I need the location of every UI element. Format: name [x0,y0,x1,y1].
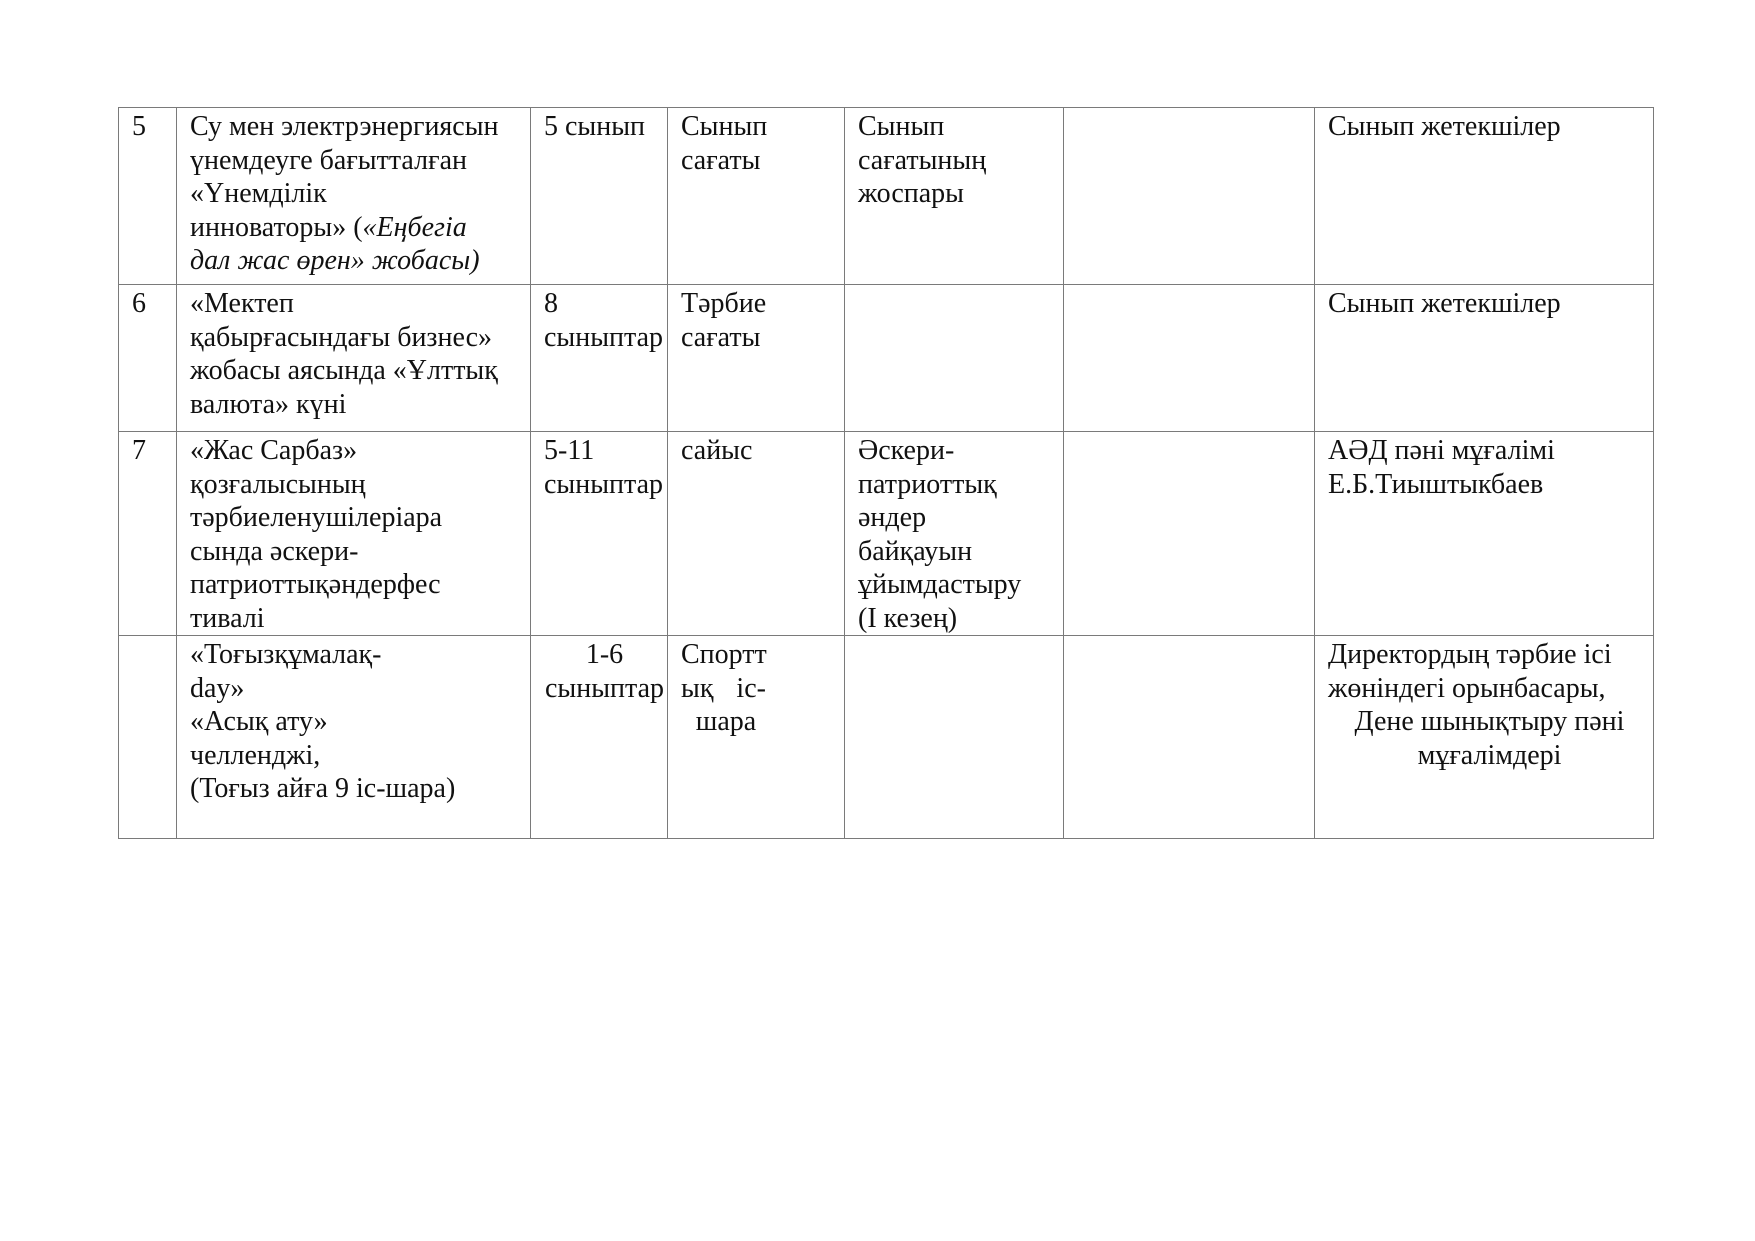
text-line: day» [190,672,245,704]
text-line: сағатының [858,144,987,176]
text-line: сыныптар [544,468,664,500]
row-number: 7 [132,435,146,466]
text-line: тивалі [190,602,265,634]
row-number: 6 [132,288,146,319]
cell-format [668,285,845,432]
text-line: үнемдеуге бағытталған [190,144,467,176]
cell-topic [177,636,531,839]
text-line: Тәрбие [681,288,767,319]
text-line: Су мен электрэнергиясын [190,111,499,142]
cell-number [119,636,177,839]
table-row [119,108,1654,285]
text-line: әндер [858,502,927,533]
text-line: челленджі, [190,739,321,771]
cell-deadline [1064,285,1315,432]
cell-outcome [845,108,1064,285]
text-line: АӘД пәні мұғалімі [1328,435,1555,466]
text-line: сыныптар [544,321,664,353]
cell-format [668,432,845,636]
cell-classes [531,285,668,432]
cell-topic [177,285,531,432]
cell-format [668,108,845,285]
text-line: Сынып [858,111,945,142]
text-line: (Тоғыз айға 9 іс-шара) [190,773,456,804]
text-line: Спортт [681,639,767,670]
cell-outcome [845,432,1064,636]
text-line: сында әскери- [190,535,359,567]
cell-number [119,432,177,636]
text-line: мұғалімдері [1417,739,1562,771]
cell-classes [531,108,668,285]
text-line: сайыс [681,435,753,466]
text-line: Директордың тәрбие ісі [1328,639,1612,670]
text-line: (І кезең) [858,602,958,634]
cell-responsible [1315,636,1654,839]
cell-classes [531,636,668,839]
text-line: 8 [544,288,558,319]
text-line: патриоттық [858,468,997,500]
text-line [190,211,528,245]
text-line: «Мектеп [190,288,294,319]
cell-responsible [1315,432,1654,636]
cell-deadline [1064,432,1315,636]
text-line: валюта» күні [190,388,347,420]
text-line: патриоттықәндерфес [190,569,441,600]
cell-responsible [1315,285,1654,432]
text-line: «Үнемділік [190,178,327,209]
plan-table [118,107,1654,839]
text-line: ық іс- [681,672,766,704]
text-line: 1-6 [585,639,624,670]
text-line: қабырғасындағы бизнес» [190,321,493,353]
italic-segment: «Еңбегіа [362,211,467,243]
text-line: ұйымдастыру [858,569,1022,600]
text-segment: инноваторы» ( [190,211,363,243]
format-text-block [681,638,771,739]
cell-outcome [845,285,1064,432]
text-line: қозғалысының [190,468,366,500]
text-line: сағаты [681,321,761,353]
cell-number [119,285,177,432]
text-line: тәрбиеленушілеріара [190,502,443,533]
text-line: Әскери- [858,435,955,466]
cell-topic [177,432,531,636]
text-line: 5 сынып [544,111,646,142]
cell-responsible [1315,108,1654,285]
text-line: Сынып жетекшілер [1328,288,1561,319]
cell-classes [531,432,668,636]
text-line: «Тоғызқұмалақ- [190,639,382,670]
text-line: шара [695,706,757,737]
cell-number [119,108,177,285]
table-row [119,636,1654,839]
text-line: жөніндегі орынбасары, [1328,672,1606,704]
text-line: сағаты [681,144,761,176]
text-line: байқауын [858,535,973,567]
table-row [119,285,1654,432]
cell-deadline [1064,108,1315,285]
text-line: Сынып [681,111,768,142]
cell-deadline [1064,636,1315,839]
text-line: Сынып жетекшілер [1328,111,1561,142]
cell-format [668,636,845,839]
text-line: дал жас өрен» жобасы) [190,245,480,276]
row-number: 5 [132,111,146,142]
table-row [119,432,1654,636]
text-line: жоспары [858,178,964,209]
text-line: Дене шынықтыру пәні [1354,706,1625,737]
text-line: жобасы аясында «Ұлттық [190,355,498,386]
text-line: «Асық ату» [190,706,328,737]
cell-topic [177,108,531,285]
text-line: Е.Б.Тиыштыкбаев [1328,468,1544,500]
text-line: сыныптар [544,672,665,704]
text-line: 5-11 [544,435,595,466]
text-line: «Жас Сарбаз» [190,435,358,466]
cell-outcome [845,636,1064,839]
